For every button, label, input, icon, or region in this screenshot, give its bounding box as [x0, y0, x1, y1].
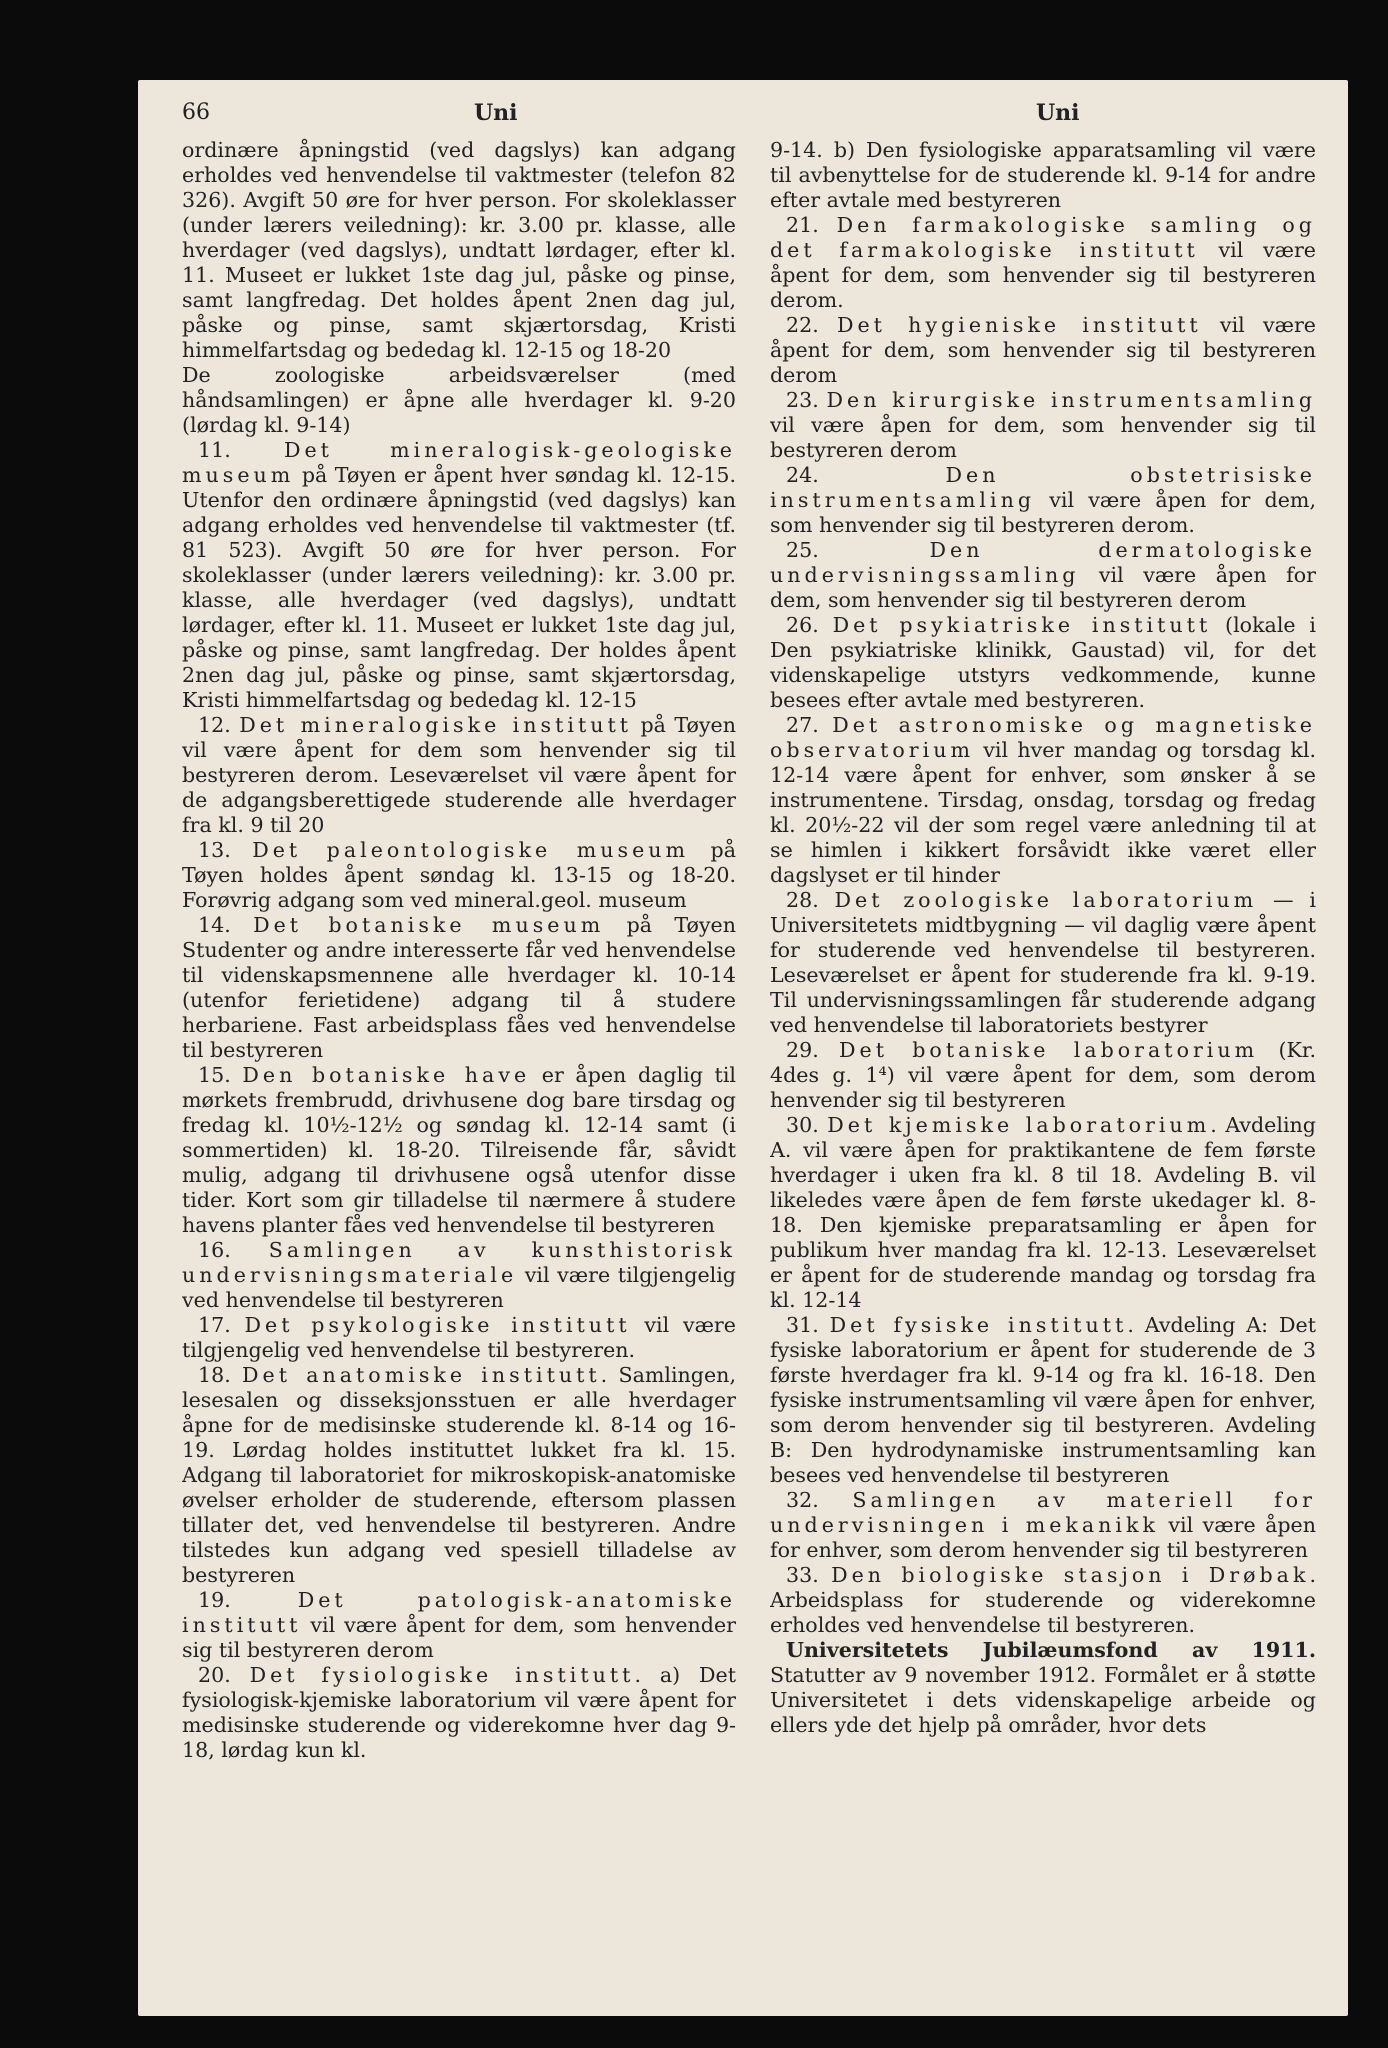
- paragraph: [182, 1588, 736, 1663]
- paragraph-text: . Avdeling A: Det fysiske laboratorium er åpent for studerende de 3 første hverdager fra kl. 9-14 og fra kl. 16-18. Den fysiske instrumentsamling vil være åpen for enhver, som derom henvender sig til bestyreren. Avdeling B: Den hydrodynamiske instrumentsamling kan besees ved henvendelse til bestyreren: [770, 1313, 1316, 1487]
- item-number: 25.: [786, 538, 930, 562]
- item-number: 21.: [786, 213, 837, 237]
- spaced-heading: Den obstetrisiske instrumentsamling: [770, 463, 1316, 512]
- right-running-title: Uni: [1036, 100, 1080, 126]
- item-number: 28.: [786, 888, 835, 912]
- document-page: [138, 80, 1348, 2016]
- paragraph-text: vil være åpen for enhver, som derom henvender sig til bestyreren: [770, 1513, 1316, 1562]
- paragraph: [182, 713, 736, 838]
- bold-heading: Universitetets Jubilæumsfond av 1911.: [786, 1638, 1316, 1662]
- spaced-heading: Den kirurgiske instrumentsamling: [826, 388, 1316, 412]
- spaced-heading: Det psykiatriske institutt: [832, 613, 1212, 637]
- paragraph-text: vil hver mandag og torsdag kl. 12-14 være åpent for enhver, som ønsker å se instrumentene. Tirsdag, onsdag, torsdag og fredag kl. 20½-22 vil der som regel være anledning til at se himlen i kikkert forsåvidt ikke været eller dagslyset er til hinder: [770, 738, 1316, 887]
- paragraph: [770, 1038, 1316, 1113]
- item-number: 30.: [786, 1113, 828, 1137]
- paragraph-text: er åpen daglig til mørkets frembrudd, drivhusene dog bare tirsdag og fredag kl. 10½-12½ og søndag kl. 12-14 samt (i sommertiden) kl. 18-20. Tilreisende får, såvidt mulig, adgang til drivhusene også utenfor disse tider. Kort som gir tilladelse til nærmere å studere havens planter fåes ved henvendelse til bestyreren: [182, 1063, 736, 1237]
- spaced-heading: Samlingen av materiell for undervisningen i mekanikk: [770, 1488, 1316, 1537]
- paragraph-text: på Tøyen er åpent hver søndag kl. 12-15. Utenfor den ordinære åpningstid (ved dagslys) kan adgang erholdes ved henvendelse til vaktmester (tf. 81 523). Avgift 50 øre for hver person. For skoleklasser (under lærers veiledning): kr. 3.00 pr. klasse, alle hverdager (ved dagslys), undtatt lørdager, efter kl. 11. Museet er lukket 1ste dag jul, påske og pinse, samt langfredag. Der holdes åpent 2nen dag jul, påske og pinse, samt skjærtorsdag, Kristi himmelfartsdag og bededag kl. 12-15: [182, 463, 736, 712]
- paragraph: [770, 613, 1316, 713]
- paragraph: [770, 463, 1316, 538]
- item-number: 14.: [198, 913, 254, 937]
- item-number: 16.: [198, 1238, 269, 1262]
- spaced-heading: Det anatomiske institutt: [242, 1363, 601, 1387]
- spaced-heading: Det mineralogisk-geologiske museum: [182, 438, 736, 487]
- spaced-heading: Det hygieniske institutt: [836, 313, 1202, 337]
- item-number: 29.: [786, 1038, 840, 1062]
- item-number: 15.: [198, 1063, 243, 1087]
- paragraph: [770, 1563, 1316, 1638]
- item-number: 26.: [786, 613, 833, 637]
- page-number: 66: [182, 100, 210, 125]
- paragraph-text: — i Universitetets midtbygning — vil daglig være åpent for studerende ved henvendelse til bestyreren. Leseværelset er åpent for studerende fra kl. 9-19. Til undervisningssamlingen får studerende adgang ved henvendelse til laboratoriets bestyrer: [770, 888, 1316, 1037]
- spaced-heading: Den botaniske have: [242, 1063, 531, 1087]
- paragraph: [182, 138, 736, 363]
- item-number: 33.: [786, 1563, 832, 1587]
- paragraph-text: . Samlingen, lesesalen og disseksjonsstuen er alle hverdager åpne for de medisinske studerende kl. 8-14 og 16-19. Lørdag holdes instituttet lukket fra kl. 15. Adgang til laboratoriet for mikroskopisk-anatomiske øvelser erholder de studerende, eftersom plassen tillater det, ved henvendelse til bestyreren. Andre tilstedes kun adgang ved spesiell tilladelse av bestyreren: [182, 1363, 736, 1587]
- item-number: 11.: [198, 438, 284, 462]
- right-column: [770, 138, 1316, 1998]
- item-number: 13.: [198, 838, 253, 862]
- paragraph: [770, 538, 1316, 613]
- paragraph-text: på Tøyen vil være åpent for dem som henvender sig til bestyreren derom. Leseværelset vil være åpent for de adgangsberettigede studerende alle hverdager fra kl. 9 til 20: [182, 713, 736, 837]
- spaced-heading: Det mineralogiske institutt: [239, 713, 633, 737]
- paragraph: [770, 138, 1316, 213]
- paragraph-text: . Avdeling A. vil være åpen for praktikantene de fem første hverdager i uken fra kl. 8 til 18. Avdeling B. vil likeledes være åpen de fem første ukedager kl. 8-18. Den kjemiske preparatsamling er åpen for publikum hver mandag fra kl. 12-13. Leseværelset er åpent for de studerende mandag og torsdag fra kl. 12-14: [770, 1113, 1316, 1312]
- paragraph-text: ordinære åpningstid (ved dagslys) kan adgang erholdes ved henvendelse til vaktmester (telefon 82 326). Avgift 50 øre for hver person. For skoleklasser (under lærers veiledning): kr. 3.00 pr. klasse, alle hverdager (ved dagslys), undtatt lørdager, efter kl. 11. Museet er lukket 1ste dag jul, påske og pinse, samt langfredag. Det holdes åpent 2nen dag jul, påske og pinse, samt skjærtorsdag, Kristi himmelfartsdag og bededag kl. 12-15 og 18-20: [182, 138, 736, 362]
- left-column: [182, 138, 736, 1998]
- item-number: 17.: [198, 1313, 245, 1337]
- paragraph: [770, 888, 1316, 1038]
- item-number: 24.: [786, 463, 946, 487]
- paragraph: [182, 1313, 736, 1363]
- paragraph-text: vil være åpent for dem, som henvender sig til bestyreren derom.: [770, 238, 1316, 312]
- paragraph-text: (Kr. 4des g. 1⁴) vil være åpent for dem, som derom henvender sig til bestyreren: [770, 1038, 1316, 1112]
- spaced-heading: Det astronomiske og magnetiske observatorium: [770, 713, 1316, 762]
- spaced-heading: Det botaniske museum: [253, 913, 605, 937]
- item-number: 18.: [198, 1363, 242, 1387]
- paragraph: [182, 913, 736, 1063]
- paragraph-text: vil være åpen for dem, som henvender sig til bestyreren derom.: [770, 488, 1316, 537]
- paragraph: [770, 213, 1316, 313]
- spaced-heading: Samlingen av kunsthistorisk undervisningsmateriale: [182, 1238, 736, 1287]
- paragraph: [770, 1638, 1316, 1738]
- spaced-heading: Den dermatologiske undervisningssamling: [770, 538, 1316, 587]
- item-number: 20.: [198, 1663, 250, 1687]
- paragraph-text: Statutter av 9 november 1912. Formålet er å støtte Universitetet i dets videnskapelige arbeide og ellers yde det hjelp på områder, hvor dets: [770, 1663, 1316, 1737]
- spaced-heading: Det fysiske institutt: [829, 1313, 1128, 1337]
- paragraph-text: 9-14. b) Den fysiologiske apparatsamling vil være til avbenyttelse for de studerende kl. 9-14 for andre efter avtale med bestyreren: [770, 138, 1316, 212]
- left-running-title: Uni: [474, 100, 518, 126]
- paragraph-text: (lokale i Den psykiatriske klinikk, Gaustad) vil, for det videnskapelige utstyrs vedkommende, kunne besees efter avtale med bestyreren.: [770, 613, 1316, 712]
- spaced-heading: Det patologisk-anatomiske institutt: [182, 1588, 736, 1637]
- paragraph: [182, 1363, 736, 1588]
- paragraph: [770, 1488, 1316, 1563]
- spaced-heading: Det zoologiske laboratorium: [834, 888, 1258, 912]
- spaced-heading: Det fysiologiske institutt: [249, 1663, 635, 1687]
- paragraph: [770, 1313, 1316, 1488]
- page-header: [138, 100, 1348, 140]
- item-number: 32.: [786, 1488, 853, 1512]
- item-number: 12.: [198, 713, 240, 737]
- item-number: 31.: [786, 1313, 830, 1337]
- spaced-heading: Den biologiske stasjon i Drøbak: [831, 1563, 1310, 1587]
- paragraph-text: vil være åpent for dem, som henvender sig til bestyreren derom: [770, 313, 1316, 387]
- spaced-heading: Det paleontologiske museum: [252, 838, 690, 862]
- spaced-heading: Det kjemiske laboratorium: [827, 1113, 1211, 1137]
- paragraph-text: vil være åpen for dem, som henvender sig til bestyreren derom: [770, 563, 1316, 612]
- spaced-heading: Det botaniske laboratorium: [839, 1038, 1259, 1062]
- paragraph: [182, 1663, 736, 1763]
- paragraph-text: . a) Det fysiologisk-kjemiske laboratorium vil være åpent for medisinske studerende og viderekomne hver dag 9-18, lørdag kun kl.: [182, 1663, 736, 1762]
- spaced-heading: Den farmakologiske samling og det farmakologiske institutt: [770, 213, 1316, 262]
- paragraph: [182, 1238, 736, 1313]
- item-number: 19.: [198, 1588, 298, 1612]
- paragraph: [770, 388, 1316, 463]
- paragraph-text: vil være åpen for dem, som henvender sig til bestyreren derom: [770, 413, 1316, 462]
- paragraph: [770, 713, 1316, 888]
- paragraph-text: . Arbeidsplass for studerende og viderekomne erholdes ved henvendelse til bestyreren.: [770, 1563, 1316, 1637]
- paragraph: [182, 838, 736, 913]
- spaced-heading: Det psykologiske institutt: [244, 1313, 631, 1337]
- item-number: 23.: [786, 388, 827, 412]
- paragraph-text: vil være åpent for dem, som henvender sig til bestyreren derom: [182, 1613, 736, 1662]
- paragraph-text: De zoologiske arbeidsværelser (med håndsamlingen) er åpne alle hverdager kl. 9-20 (lørdag kl. 9-14): [182, 363, 736, 437]
- item-number: 22.: [786, 313, 837, 337]
- paragraph: [182, 363, 736, 438]
- paragraph: [182, 438, 736, 713]
- paragraph-text: vil være tilgjengelig ved henvendelse til bestyreren: [182, 1263, 736, 1312]
- paragraph-text: vil være tilgjengelig ved henvendelse til bestyreren.: [182, 1313, 736, 1362]
- item-number: 27.: [786, 713, 833, 737]
- paragraph-text: på Tøyen holdes åpent søndag kl. 13-15 og 18-20. Forøvrig adgang som ved mineral.geol. museum: [182, 838, 736, 912]
- paragraph: [182, 1063, 736, 1238]
- paragraph: [770, 1113, 1316, 1313]
- paragraph: [770, 313, 1316, 388]
- paragraph-text: på Tøyen Studenter og andre interesserte får ved henvendelse til videnskapsmennene alle hverdager kl. 10-14 (utenfor ferietidene) adgang til å studere herbariene. Fast arbeidsplass fåes ved henvendelse til bestyreren: [182, 913, 736, 1062]
